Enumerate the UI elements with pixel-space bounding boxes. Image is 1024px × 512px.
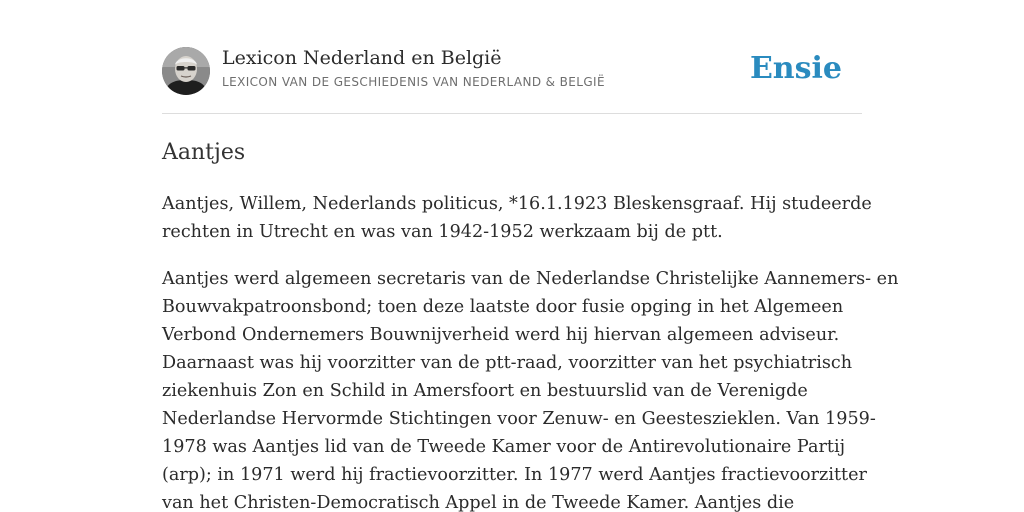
text-line: Aantjes werd algemeen secretaris van de Nederlandse Christelijke Aannemers- en <box>162 269 899 289</box>
header-divider <box>162 113 862 114</box>
article-body <box>162 190 899 512</box>
text-line: rechten in Utrecht en was van 1942-1952 werkzaam bij de ptt. <box>162 222 723 242</box>
article-title: Aantjes <box>162 140 246 165</box>
text-line: Aantjes, Willem, Nederlands politicus, *16.1.1923 Bleskensgraaf. Hij studeerde <box>162 194 872 214</box>
text-line: ziekenhuis Zon en Schild in Amersfoort en bestuurslid van de Verenigde <box>162 381 808 401</box>
source-subtitle: LEXICON VAN DE GESCHIEDENIS VAN NEDERLAND & BELGIË <box>222 75 605 89</box>
text-line: Verbond Ondernemers Bouwnijverheid werd hij hiervan algemeen adviseur. <box>162 325 840 345</box>
text-line: Bouwvakpatroonsbond; toen deze laatste door fusie opging in het Algemeen <box>162 297 844 317</box>
text-line: Nederlandse Hervormde Stichtingen voor Zenuw- en Geesteszieklen. Van 1959- <box>162 409 876 429</box>
person-portrait-icon <box>162 47 210 95</box>
paragraph-2 <box>162 265 899 512</box>
source-avatar[interactable] <box>162 47 210 95</box>
text-line: 1978 was Aantjes lid van de Tweede Kamer voor de Antirevolutionaire Partij <box>162 437 846 457</box>
text-line: van het Christen-Democratisch Appel in de Tweede Kamer. Aantjes die <box>162 493 795 512</box>
paragraph-1 <box>162 190 872 246</box>
source-header <box>162 46 862 96</box>
source-title[interactable]: Lexicon Nederland en België <box>222 47 502 69</box>
text-line: Daarnaast was hij voorzitter van de ptt-raad, voorzitter van het psychiatrisch <box>162 353 853 373</box>
text-line: (arp); in 1971 werd hij fractievoorzitter. In 1977 werd Aantjes fractievoorzitter <box>162 465 867 485</box>
ensie-logo[interactable]: Ensie <box>749 51 842 86</box>
